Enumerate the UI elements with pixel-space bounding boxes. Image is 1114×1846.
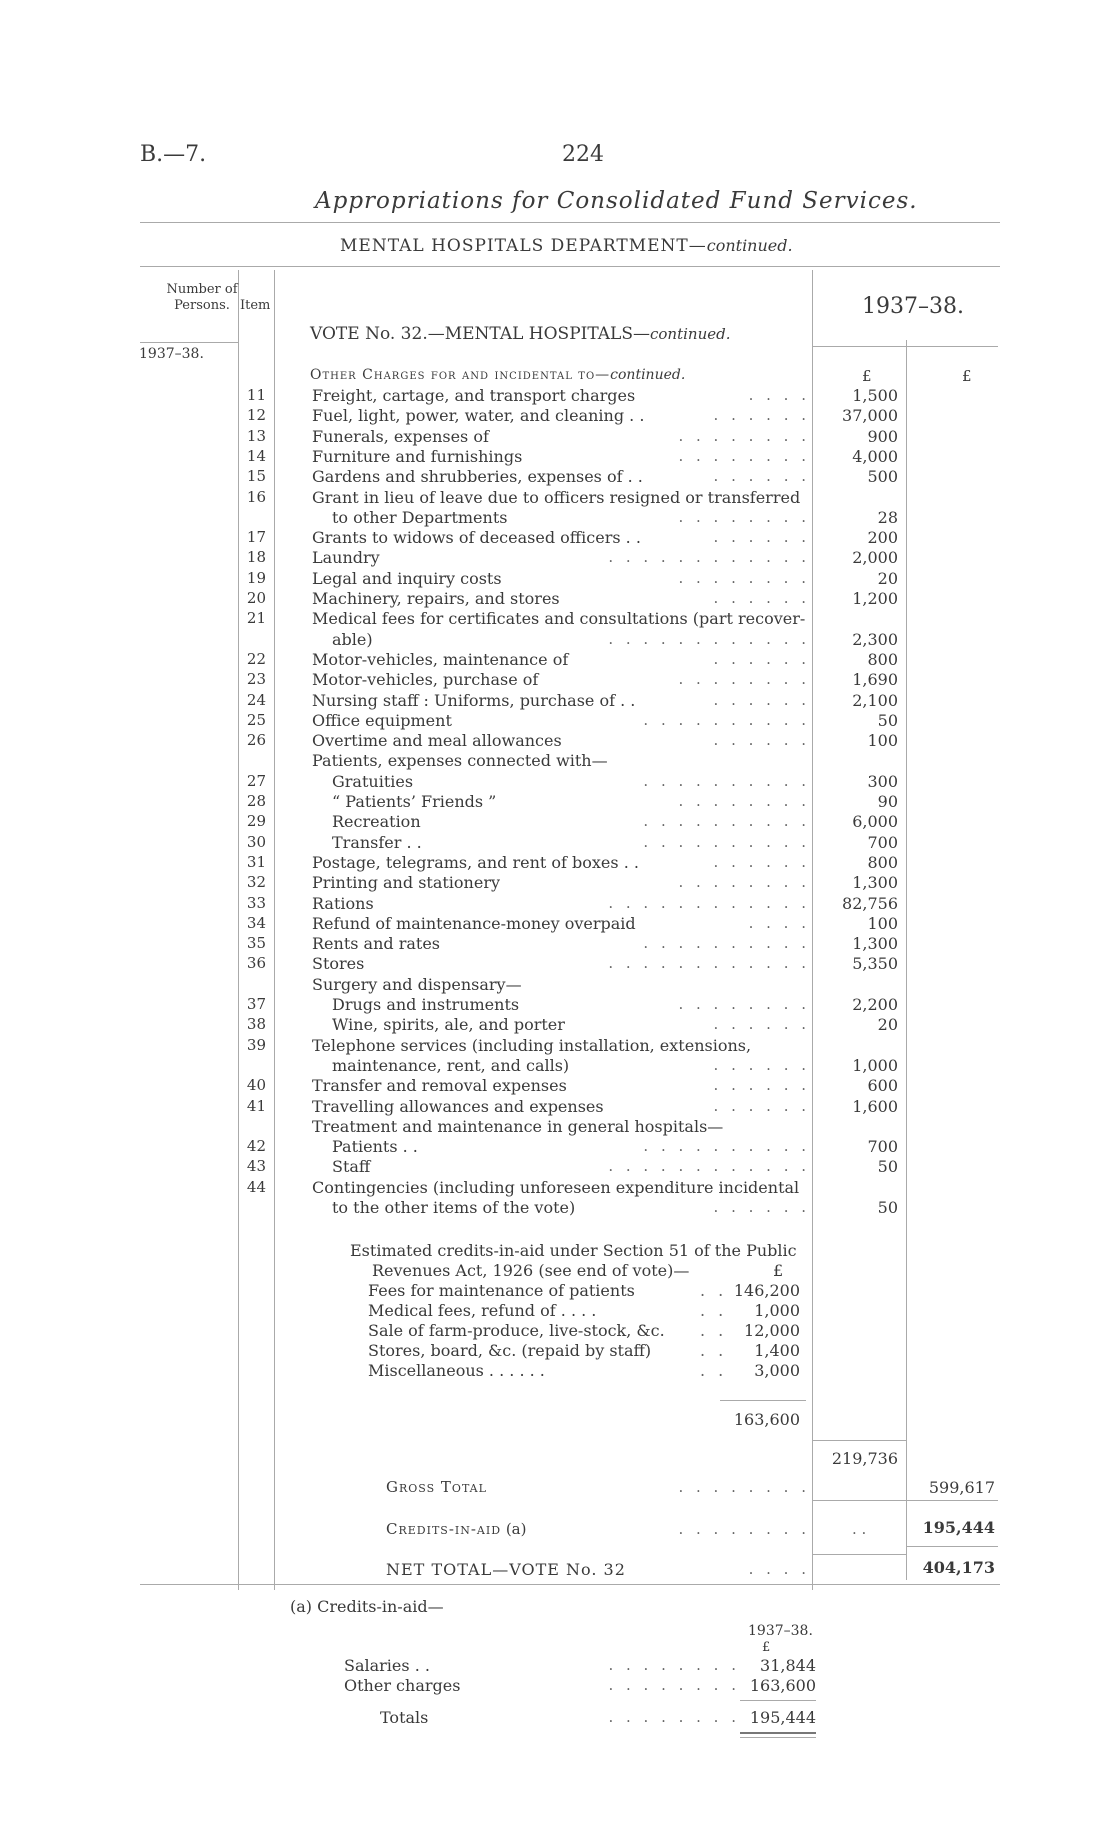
leader-dots: . . . . . . . . . . . . [608, 629, 810, 648]
table-row [0, 630, 1114, 650]
leader-dots: . . . . . . [713, 690, 810, 709]
divider [140, 1584, 1000, 1585]
footnote-row [0, 1656, 1114, 1676]
leader-dots: . . . . . . . . . . [643, 710, 810, 729]
table-row [0, 508, 1114, 528]
item-amount: 20 [877, 1015, 898, 1035]
item-label: to other Departments [332, 507, 508, 527]
persons-year: 1937–38. [139, 346, 204, 362]
item-amount: 2,300 [852, 629, 898, 649]
pound-symbol: £ [762, 1640, 771, 1655]
item-number: 32 [246, 873, 266, 892]
leader-dots: . . [700, 1321, 728, 1340]
table-row [0, 894, 1114, 914]
item-number: 42 [246, 1137, 266, 1156]
item-amount: 1,600 [852, 1096, 898, 1116]
table-row [0, 731, 1114, 751]
leader-dots: . . . . . . [713, 589, 810, 607]
page-title: Appropriations for Consolidated Fund Services. [315, 188, 918, 214]
item-amount: 82,756 [842, 893, 898, 913]
net-total-amount: 404,173 [922, 1558, 995, 1577]
leader-dots: . . . . . . [713, 1096, 810, 1115]
table-row [0, 954, 1114, 974]
item-amount: 1,690 [852, 670, 898, 690]
item-amount: 200 [867, 528, 898, 548]
credits-label: Medical fees, refund of . . . . [368, 1301, 597, 1320]
credits-amount: 3,000 [754, 1361, 800, 1380]
table-row [0, 488, 1114, 508]
item-number: 13 [246, 426, 266, 445]
leader-dots: . . [700, 1281, 728, 1300]
leader-dots: . . . . . . . . . . [643, 812, 810, 831]
item-label: Transfer and removal expenses [312, 1076, 567, 1096]
item-label: to the other items of the vote) [332, 1198, 576, 1217]
divider [812, 1500, 998, 1501]
credits-label: Miscellaneous . . . . . . [368, 1361, 545, 1380]
table-row [0, 995, 1114, 1015]
item-amount: 100 [867, 913, 898, 933]
leader-dots: . . . . . . . . [678, 426, 810, 445]
gross-total-label: Gross Total [386, 1478, 487, 1496]
leader-dots: . . . . . . . . . . [643, 832, 810, 851]
vote-title: VOTE No. 32.—MENTAL HOSPITALS—continued. [310, 324, 731, 344]
table-row [0, 812, 1114, 832]
item-number: 43 [246, 1157, 266, 1176]
item-number: 28 [246, 792, 266, 810]
footnote-year: 1937–38. [748, 1623, 813, 1639]
double-rule [740, 1737, 816, 1738]
leader-dots: . . . . . . . . [608, 1708, 740, 1726]
leader-dots: . . . . [748, 386, 810, 404]
leader-dots: . . [700, 1341, 728, 1360]
leader-dots: . . . . . . . . . . [643, 1137, 810, 1156]
leader-dots: . . . . . . . . [678, 507, 810, 526]
footnote-total-amount: 195,444 [749, 1708, 816, 1727]
footnote-amount: 31,844 [760, 1656, 816, 1675]
item-number: 44 [246, 1177, 266, 1196]
credits-in-aid-line: Credits-in-aid (a) [386, 1520, 527, 1538]
table-row [0, 934, 1114, 954]
item-label: Treatment and maintenance in general hospitals— [312, 1116, 724, 1136]
item-amount: 50 [877, 1198, 898, 1217]
item-amount: 600 [867, 1076, 898, 1096]
item-amount: 4,000 [852, 446, 898, 466]
item-amount: 6,000 [852, 812, 898, 832]
table-row [0, 650, 1114, 670]
table-row [0, 975, 1114, 995]
item-amount: 800 [867, 852, 898, 872]
item-label: maintenance, rent, and calls) [332, 1055, 570, 1075]
credits-label: Fees for maintenance of patients [368, 1281, 635, 1300]
credits-amount: 1,400 [754, 1341, 800, 1360]
table-row [0, 1137, 1114, 1157]
leader-dots: . . . . . . [713, 1198, 810, 1216]
item-number: 24 [246, 690, 266, 709]
table-row [0, 1056, 1114, 1076]
pound-symbol: £ [773, 1261, 784, 1280]
subtotal-amount: 219,736 [831, 1449, 898, 1468]
section-heading: Other Charges for and incidental to—continued. [310, 367, 686, 383]
table-row [0, 406, 1114, 426]
table-row [0, 873, 1114, 893]
page-number: 224 [562, 142, 604, 167]
footnote-label: Other charges [344, 1676, 461, 1695]
footnote-amount: 163,600 [749, 1676, 816, 1695]
pound-symbol: £ [962, 367, 972, 385]
footnote-label: Salaries . . [344, 1656, 430, 1675]
item-label: Grants to widows of deceased officers . . [312, 528, 641, 548]
divider [812, 346, 998, 347]
item-number: 22 [246, 649, 266, 668]
item-number: 14 [246, 446, 266, 465]
item-amount: 28 [877, 507, 898, 527]
item-label: Grant in lieu of leave due to officers resigned or transferred [312, 487, 801, 507]
item-label: Motor-vehicles, purchase of [312, 670, 539, 690]
leader-dots: . . . . . . . . [608, 1656, 740, 1674]
item-label: Medical fees for certificates and consultations (part recover- [312, 609, 806, 629]
credits-in-aid-amount: 195,444 [922, 1518, 995, 1537]
leader-dots: . . . . . . . . [678, 995, 810, 1013]
table-row [0, 1198, 1114, 1218]
item-label: Drugs and instruments [332, 995, 520, 1014]
divider [906, 1546, 998, 1547]
item-amount: 50 [877, 710, 898, 730]
item-label: Wine, spirits, ale, and porter [332, 1015, 565, 1035]
item-label: Patients, expenses connected with— [312, 751, 608, 771]
item-number: 21 [246, 609, 266, 628]
item-number: 16 [246, 487, 266, 506]
leader-dots: . . . . . . [713, 1076, 810, 1095]
leader-dots: . . . . . . . . . . [643, 771, 810, 790]
credits-row [0, 1281, 1114, 1301]
item-label: Refund of maintenance-money overpaid [312, 913, 636, 933]
table-row [0, 548, 1114, 568]
leader-dots: . . . . . . [713, 852, 810, 871]
item-amount: 2,100 [852, 690, 898, 710]
table-row [0, 467, 1114, 487]
item-label: Telephone services (including installation, extensions, [312, 1035, 752, 1055]
item-label: Stores [312, 954, 365, 974]
table-row [0, 569, 1114, 589]
leader-dots: . . . . . . . . . . . . [608, 548, 810, 567]
item-amount: 2,200 [852, 995, 898, 1014]
item-label: Funerals, expenses of [312, 426, 489, 446]
item-amount: 800 [867, 649, 898, 669]
credits-row [0, 1341, 1114, 1361]
item-label: Motor-vehicles, maintenance of [312, 649, 569, 669]
item-amount: 1,000 [852, 1055, 898, 1075]
leader-dots: . . . . . . [713, 731, 810, 750]
item-amount: 300 [867, 771, 898, 791]
table-row [0, 1015, 1114, 1035]
item-number: 39 [246, 1035, 266, 1054]
double-rule [740, 1732, 816, 1734]
item-amount: 500 [867, 467, 898, 487]
table-row [0, 589, 1114, 609]
item-number: 17 [246, 528, 266, 547]
table-row [0, 772, 1114, 792]
leader-dots: . . . . . . [713, 406, 810, 425]
item-label: Rents and rates [312, 934, 441, 954]
credits-label: Sale of farm-produce, live-stock, &c. [368, 1321, 665, 1340]
item-number: 19 [246, 568, 266, 587]
divider [140, 222, 1000, 223]
leader-dots: . . . . . . . . [678, 792, 810, 810]
footnote-total-label: Totals [380, 1708, 429, 1727]
item-amount: 700 [867, 1137, 898, 1157]
item-label: Fuel, light, power, water, and cleaning . . [312, 406, 645, 426]
item-label: Recreation [332, 812, 421, 832]
leader-dots: . . . . . . . . [678, 568, 810, 587]
credits-mid-dots: . . [852, 1520, 867, 1538]
footnote-row [0, 1676, 1114, 1696]
number-of-persons-header: Number of Persons. [166, 282, 238, 313]
leader-dots: . . . . [748, 1560, 810, 1578]
item-header: Item [240, 298, 271, 313]
table-row [0, 386, 1114, 406]
gross-total-amount: 599,617 [928, 1478, 995, 1497]
item-amount: 50 [877, 1157, 898, 1177]
item-number: 37 [246, 995, 266, 1013]
item-amount: 2,000 [852, 548, 898, 568]
item-label: Transfer . . [332, 832, 422, 852]
divider [812, 1440, 906, 1441]
document-ref: B.—7. [140, 142, 207, 167]
leader-dots: . . . . . . . . [678, 873, 810, 892]
leader-dots: . . . . . . . . . . [643, 934, 810, 953]
item-number: 33 [246, 893, 266, 912]
leader-dots: . . [700, 1361, 728, 1380]
item-label: Gratuities [332, 771, 414, 791]
table-row [0, 833, 1114, 853]
leader-dots: . . . . . . [713, 467, 810, 486]
leader-dots: . . . . [748, 913, 810, 932]
item-number: 26 [246, 731, 266, 750]
table-row [0, 1178, 1114, 1198]
leader-dots: . . . . . . . . [678, 670, 810, 689]
table-row [0, 609, 1114, 629]
leader-dots: . . . . . . [713, 1015, 810, 1034]
item-amount: 700 [867, 832, 898, 852]
item-number: 29 [246, 812, 266, 831]
year-header: 1937–38. [862, 294, 964, 319]
item-amount: 90 [877, 792, 898, 811]
item-amount: 1,200 [852, 589, 898, 608]
item-number: 25 [246, 710, 266, 729]
divider [740, 1700, 816, 1701]
item-amount: 100 [867, 731, 898, 751]
pound-symbol: £ [862, 367, 872, 385]
leader-dots: . . . . . . . . . . . . [608, 954, 810, 973]
net-total-label: NET TOTAL—VOTE No. 32 [386, 1560, 626, 1579]
table-row [0, 1157, 1114, 1177]
leader-dots: . . . . . . . . [608, 1676, 740, 1694]
table-row [0, 670, 1114, 690]
leader-dots: . . . . . . [713, 1055, 810, 1074]
item-number: 15 [246, 467, 266, 486]
credits-amount: 1,000 [754, 1301, 800, 1320]
item-number: 38 [246, 1015, 266, 1034]
leader-dots: . . [700, 1301, 728, 1320]
item-amount: 20 [877, 568, 898, 588]
divider [140, 266, 1000, 267]
item-label: Freight, cartage, and transport charges [312, 386, 636, 405]
table-row [0, 853, 1114, 873]
item-number: 41 [246, 1096, 266, 1115]
item-number: 23 [246, 670, 266, 689]
table-row [0, 1076, 1114, 1096]
credits-estimate-title: Estimated credits-in-aid under Section 51 of the Public [350, 1241, 797, 1260]
leader-dots: . . . . . . [713, 528, 810, 547]
leader-dots: . . . . . . . . [678, 1478, 810, 1496]
table-row [0, 711, 1114, 731]
item-number: 20 [246, 589, 266, 607]
credits-amount: 146,200 [733, 1281, 800, 1300]
item-amount: 5,350 [852, 954, 898, 974]
item-amount: 1,300 [852, 873, 898, 893]
item-number: 11 [246, 386, 266, 404]
department-heading: MENTAL HOSPITALS DEPARTMENT—continued. [340, 236, 793, 256]
credits-row [0, 1361, 1114, 1381]
divider [720, 1400, 806, 1401]
item-number: 27 [246, 771, 266, 790]
item-label: Furniture and furnishings [312, 446, 523, 466]
item-number: 18 [246, 548, 266, 567]
table-row [0, 751, 1114, 771]
table-row [0, 1036, 1114, 1056]
item-number: 34 [246, 913, 266, 932]
item-label: Machinery, repairs, and stores [312, 589, 560, 608]
table-row [0, 427, 1114, 447]
credits-row [0, 1321, 1114, 1341]
item-label: Printing and stationery [312, 873, 501, 893]
item-number: 35 [246, 934, 266, 953]
item-label: Rations [312, 893, 374, 913]
item-label: Legal and inquiry costs [312, 568, 502, 588]
item-label: Postage, telegrams, and rent of boxes . . [312, 852, 639, 872]
item-number: 36 [246, 954, 266, 973]
item-label: Nursing staff : Uniforms, purchase of . . [312, 690, 636, 710]
leader-dots: . . . . . . . . . . . . [608, 1157, 810, 1176]
divider [140, 342, 238, 343]
leader-dots: . . . . . . . . . . . . [608, 893, 810, 912]
leader-dots: . . . . . . [713, 649, 810, 668]
table-row [0, 691, 1114, 711]
item-number: 31 [246, 852, 266, 871]
item-amount: 1,300 [852, 934, 898, 954]
item-label: Patients . . [332, 1137, 418, 1157]
item-amount: 1,500 [852, 386, 898, 405]
credits-label: Stores, board, &c. (repaid by staff) [368, 1341, 652, 1360]
table-row [0, 914, 1114, 934]
credits-row [0, 1301, 1114, 1321]
leader-dots: . . . . . . . . [678, 446, 810, 465]
table-row [0, 792, 1114, 812]
item-number: 40 [246, 1076, 266, 1095]
credits-amount: 12,000 [744, 1321, 800, 1340]
credits-estimate-total: 163,600 [733, 1410, 800, 1429]
item-label: Contingencies (including unforeseen expenditure incidental [312, 1177, 800, 1197]
credits-estimate-title-line2: Revenues Act, 1926 (see end of vote)— [372, 1261, 690, 1280]
item-label: Gardens and shrubberies, expenses of . . [312, 467, 643, 487]
item-label: “ Patients’ Friends ” [332, 792, 497, 811]
table-row [0, 447, 1114, 467]
item-label: Surgery and dispensary— [312, 974, 522, 994]
footnote-heading: (a) Credits-in-aid— [290, 1597, 444, 1616]
leader-dots: . . . . . . . . [678, 1520, 810, 1538]
divider [812, 1554, 906, 1555]
item-label: Overtime and meal allowances [312, 731, 562, 751]
item-label: Staff [332, 1157, 371, 1177]
table-row [0, 528, 1114, 548]
item-label: Laundry [312, 548, 380, 568]
item-label: Travelling allowances and expenses [312, 1096, 604, 1116]
item-number: 30 [246, 832, 266, 851]
item-number: 12 [246, 406, 266, 425]
item-amount: 900 [867, 426, 898, 446]
table-row [0, 1117, 1114, 1137]
item-label: able) [332, 629, 373, 649]
item-label: Office equipment [312, 710, 452, 730]
table-row [0, 1097, 1114, 1117]
item-amount: 37,000 [842, 406, 898, 426]
